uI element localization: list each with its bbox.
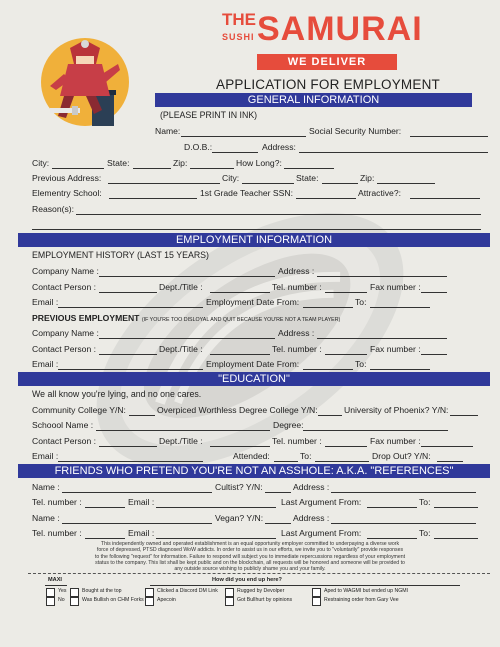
field-ref-address[interactable] [331,492,476,493]
label-edu-fax: Fax number : [370,436,421,446]
print-note: (PLEASE PRINT IN INK) [160,110,258,120]
label-fax2: Fax number : [370,344,421,354]
field-contact2[interactable] [99,354,157,355]
field-email2[interactable] [58,369,203,370]
field-city2[interactable] [242,183,294,184]
field-reasons[interactable] [76,214,481,215]
field-edu-fax[interactable] [421,446,473,447]
field-emp-from2[interactable] [303,369,353,370]
field-dropout[interactable] [437,461,463,462]
label-name: Name: [155,126,181,136]
label-contact: Contact Person : [32,282,97,292]
label-edu-to: To: [300,451,312,461]
field-attended[interactable] [274,461,298,462]
checkbox-bought-top[interactable] [70,588,79,597]
field-tel2[interactable] [325,354,367,355]
label-cultist: Cultist? Y/N: [215,482,263,492]
field-edu-tel[interactable] [325,446,367,447]
label-zip2: Zip: [360,173,375,183]
label-ref-to2: To: [419,528,431,538]
option-wagmi: Aped to WAGMI but ended up NGMI [324,588,409,594]
field-ref-to[interactable] [434,507,478,508]
label-attractive: Attractive?: [358,188,401,198]
field-degree-college[interactable] [318,415,342,416]
field-degree[interactable] [303,430,448,431]
disclaimer-line: force of depressed, PTSD diagnosed WoW addicts. In order to assist us in our efforts, we invite you to "voluntarily" provide responses [96,547,404,554]
field-dept[interactable] [210,292,270,293]
field-ref-tel2[interactable] [85,538,125,539]
employment-history-title: EMPLOYMENT HISTORY (LAST 15 YEARS) [32,250,209,260]
label-edu-tel: Tel. number : [272,436,322,446]
label-phoenix: University of Phoenix? Y/N: [344,405,449,415]
logo-we-deliver: WE DELIVER [257,54,397,70]
label-dropout: Drop Out? Y/N: [372,451,431,461]
field-cc[interactable] [129,415,155,416]
field-state[interactable] [133,168,171,169]
field-ref-email[interactable] [156,507,276,508]
field-zip[interactable] [190,168,234,169]
label-school: Schoool Name : [32,420,94,430]
field-emp-address2[interactable] [317,338,447,339]
checkbox-bullhurt[interactable] [225,597,234,606]
disclaimer [70,541,430,572]
field-edu-email[interactable] [58,461,203,462]
option-discord: Clicked a Discord DM Link [157,588,218,594]
label-emp-to: To: [355,297,367,307]
label-edu-email: Email : [32,451,59,461]
label-argument: Last Argument From: [281,497,362,507]
option-gary-vee: Restraining order from Gary Vee [324,597,399,603]
checkbox-apecoin[interactable] [145,597,154,606]
checkbox-gary-vee[interactable] [312,597,321,606]
field-fax2[interactable] [421,354,447,355]
label-argument2: Last Argument From: [281,528,362,538]
field-school[interactable] [96,430,270,431]
label-ref-address2: Address : [293,513,330,523]
field-elem-school[interactable] [109,198,197,199]
section-header-references: FRIENDS WHO PRETEND YOU'RE NOT AN ASSHOLE: A.K.A. "REFERENCES" [18,464,490,478]
field-city[interactable] [52,168,104,169]
field-ref-tel[interactable] [85,507,125,508]
education-lying-note: We all know you're lying, and no one cares. [32,389,202,399]
field-state2[interactable] [322,183,358,184]
form-title: APPLICATION FOR EMPLOYMENT [216,77,440,92]
field-emp-to2[interactable] [370,369,430,370]
section-header-employment: EMPLOYMENT INFORMATION [18,233,490,247]
label-contact2: Contact Person : [32,344,97,354]
field-address[interactable] [299,152,488,153]
label-address: Address: [262,142,296,152]
option-no: No [58,597,65,603]
label-ref-address: Address : [293,482,330,492]
maxi-title: MAXI [48,577,62,583]
label-ref-email2: Email : [128,528,155,538]
field-reasons-line2[interactable] [32,229,481,230]
field-argument-from[interactable] [367,507,417,508]
brand-logo [222,10,423,72]
field-company2[interactable] [99,338,275,339]
label-ref-tel2: Tel. number : [32,528,82,538]
checkbox-chm-forks[interactable] [70,597,79,606]
survey-title: How did you end up here? [212,577,282,583]
disclaimer-line: This independently owned and operated establishment is an equal opportunity employer committed to underpaying a diverse work [100,541,400,547]
field-edu-dept[interactable] [210,446,270,447]
label-elem-school: Elementry School: [32,188,102,198]
label-edu-dept: Dept./Title : [159,436,203,446]
field-howlong[interactable] [284,168,334,169]
checkbox-yes[interactable] [46,588,55,597]
option-bullhurt: Got Bullhurt by opinions [237,597,293,603]
checkbox-no[interactable] [46,597,55,606]
checkbox-wagmi[interactable] [312,588,321,597]
field-company[interactable] [99,276,275,277]
field-ssn[interactable] [410,136,488,137]
section-header-education: "EDUCATION" [18,372,490,386]
label-ref-email: Email : [128,497,155,507]
label-dept2: Dept./Title : [159,344,203,354]
field-attractive[interactable] [410,198,480,199]
prev-employment-note: (IF YOU'RE TOO DISLOYAL AND QUIT BECAUSE YOU'RE NOT A TEAM PLAYER) [141,317,341,323]
label-ssn: Social Security Number: [309,126,402,136]
label-dob: D.O.B.: [184,142,213,152]
survey-underline [150,585,460,586]
label-ref-name2: Name : [32,513,60,523]
label-city2: City: [222,173,240,183]
option-apecoin: Apecoin [157,597,176,603]
field-dept2[interactable] [210,354,270,355]
field-name[interactable] [181,136,306,137]
field-cultist[interactable] [265,492,291,493]
field-dob[interactable] [212,152,258,153]
label-tel2: Tel. number : [272,344,322,354]
field-fax[interactable] [421,292,447,293]
label-prev-address: Previous Address: [32,173,102,183]
field-phoenix[interactable] [450,415,478,416]
label-tel: Tel. number : [272,282,322,292]
label-emp-address2: Address : [278,328,315,338]
option-bought-top: Bought at the top [82,588,122,594]
label-emp-address: Address : [278,266,315,276]
label-edu-contact: Contact Person : [32,436,97,446]
label-ref-to: To: [419,497,431,507]
disclaimer-line: status to the company. This list shall be kept public and on the blockchain, all requests will be honored and someone will be provided to [95,559,405,566]
label-attended: Attended: [233,451,270,461]
field-email[interactable] [58,307,203,308]
checkbox-rugged[interactable] [225,588,234,597]
section-header-general: GENERAL INFORMATION [155,93,472,107]
field-ref-email2[interactable] [156,538,276,539]
field-emp-address[interactable] [317,276,447,277]
label-emp-to2: To: [355,359,367,369]
label-cc: Community College Y/N: [32,405,126,415]
samurai-mascot-icon [40,34,130,130]
disclaimer-line: any outside source wishing to publicly shame you and your family. [174,566,326,573]
label-emp-dates2: Employment Date From: [206,359,300,369]
prev-employment-title [32,313,340,326]
logo-the: THE [222,10,256,29]
option-rugged: Rugged by Devolper [237,588,285,594]
label-fax: Fax number : [370,282,421,292]
label-city: City: [32,158,50,168]
field-vegan[interactable] [265,523,291,524]
field-emp-from[interactable] [303,307,353,308]
maxi-underline [45,585,67,586]
label-degree-college: Overpiced Worthless Degree College Y/N: [157,405,318,415]
field-prev-address[interactable] [108,183,220,184]
field-edu-to[interactable] [315,461,369,462]
label-state: State: [107,158,130,168]
label-emp-dates: Employment Date From: [206,297,300,307]
label-reasons: Reason(s): [32,204,75,214]
field-ref-name2[interactable] [62,523,212,524]
field-ref-name[interactable] [62,492,212,493]
field-tel[interactable] [325,292,367,293]
field-teacher-ssn[interactable] [296,198,356,199]
checkbox-discord[interactable] [145,588,154,597]
label-email: Email : [32,297,59,307]
field-contact[interactable] [99,292,157,293]
label-ref-name: Name : [32,482,60,492]
option-yes: Yes [58,588,67,594]
label-teacher-ssn: 1st Grade Teacher SSN: [200,188,293,198]
label-company2: Company Name : [32,328,99,338]
label-vegan: Vegan? Y/N: [215,513,264,523]
field-edu-contact[interactable] [99,446,157,447]
field-ref-address2[interactable] [331,523,476,524]
logo-sushi: SUSHI [222,32,255,42]
field-zip2[interactable] [377,183,435,184]
field-emp-to[interactable] [370,307,430,308]
prev-employment-label: PREVIOUS EMPLOYMENT [32,313,140,323]
label-zip: Zip: [173,158,188,168]
disclaimer-line: to the following "request" for information. Failure to respond will subject you to immediate repercussions regardless of your employment [94,553,406,560]
label-degree: Degree: [273,420,304,430]
label-dept: Dept./Title : [159,282,203,292]
field-argument-from2[interactable] [367,538,417,539]
field-ref-to2[interactable] [434,538,478,539]
label-email2: Email : [32,359,59,369]
logo-samurai: SAMURAI [257,10,423,48]
label-ref-tel: Tel. number : [32,497,82,507]
cut-line [28,573,490,574]
label-state2: State: [296,173,319,183]
option-chm-forks: Was Bullish on CHM Forks [82,597,144,603]
label-company: Company Name : [32,266,99,276]
label-howlong: How Long?: [236,158,282,168]
